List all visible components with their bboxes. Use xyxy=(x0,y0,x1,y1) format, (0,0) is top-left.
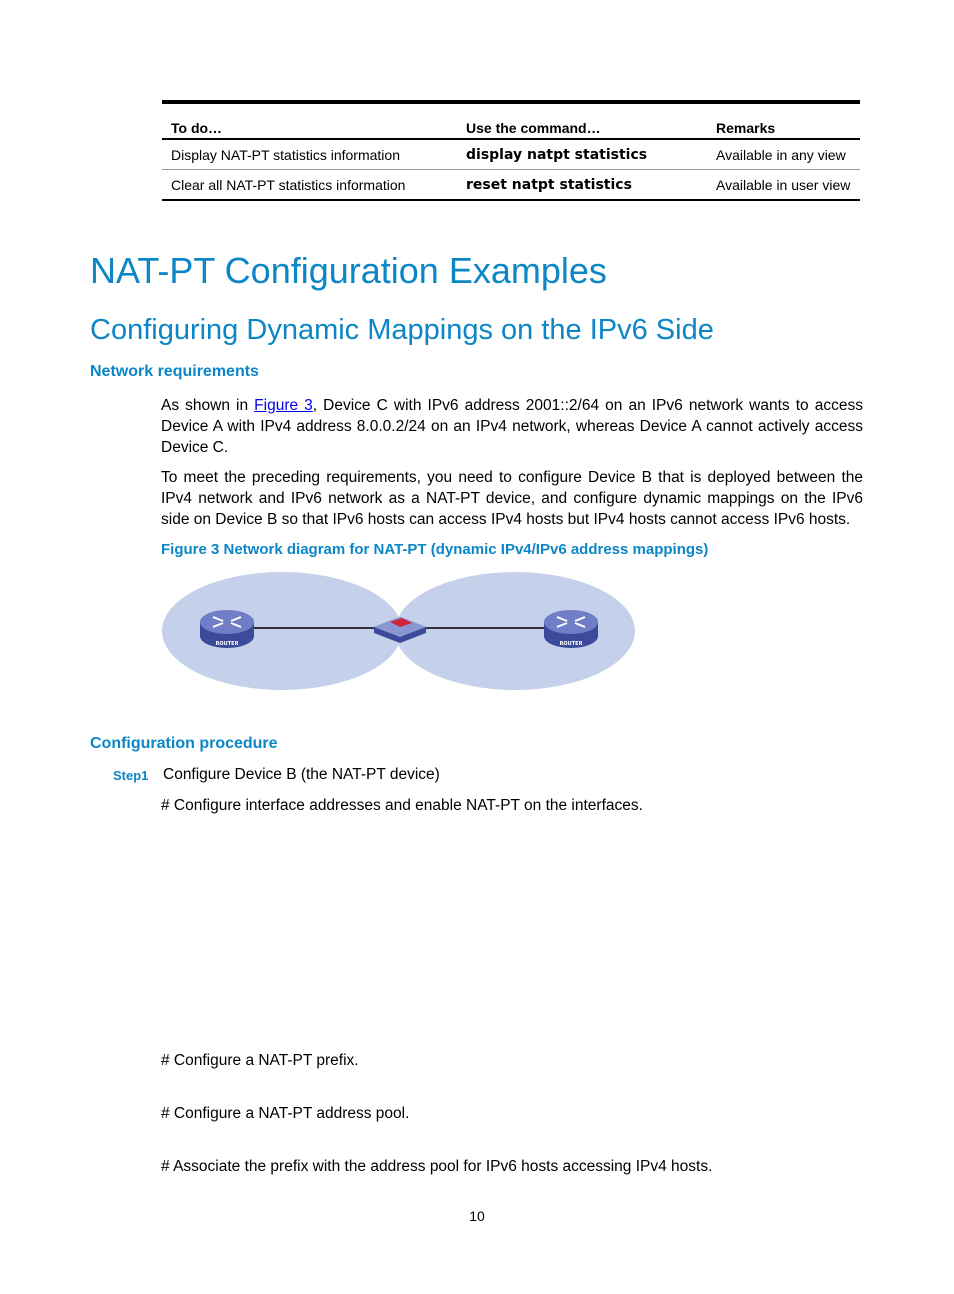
config-comment: # Configure a NAT-PT address pool. xyxy=(161,1105,410,1122)
cell-remarks: Available in any view xyxy=(707,139,860,170)
ipv6-network-cloud xyxy=(395,572,635,690)
page-title: NAT-PT Configuration Examples xyxy=(90,250,607,291)
cell-todo: Display NAT-PT statistics information xyxy=(162,139,457,170)
step-label: Step1 xyxy=(113,768,149,783)
config-comment: # Associate the prefix with the address pool for IPv6 hosts accessing IPv4 hosts. xyxy=(161,1158,713,1175)
paragraph-text: As shown in xyxy=(161,397,255,414)
configuration-procedure-heading: Configuration procedure xyxy=(90,735,278,752)
router-label: ROUTER xyxy=(215,641,239,647)
header-todo: To do… xyxy=(162,102,457,139)
table-row xyxy=(162,170,860,201)
router-icon xyxy=(544,610,598,648)
header-command: Use the command… xyxy=(457,102,707,139)
cell-remarks: Available in user view xyxy=(707,170,860,201)
requirements-paragraph-1 xyxy=(161,395,863,458)
config-comment: # Configure interface addresses and enable NAT-PT on the interfaces. xyxy=(161,797,643,814)
page-number: 10 xyxy=(469,1208,485,1224)
command-table xyxy=(162,100,860,201)
figure-3-link[interactable]: Figure 3 xyxy=(254,397,313,414)
step-text: Configure Device B (the NAT-PT device) xyxy=(163,766,440,783)
header-remarks: Remarks xyxy=(707,102,860,139)
requirements-paragraph-2: To meet the preceding requirements, you need to configure Device B that is deployed between the IPv4 network and IPv6 network as a NAT-PT device, and configure dynamic mappings on the IPv6 side on Device B so that IPv6 hosts can access IPv4 hosts but IPv4 hosts cannot access IPv6 hosts. xyxy=(161,469,863,528)
figure-caption: Figure 3 Network diagram for NAT-PT (dynamic IPv4/IPv6 address mappings) xyxy=(161,541,709,558)
cell-command: display natpt statistics xyxy=(457,139,707,170)
cell-todo: Clear all NAT-PT statistics information xyxy=(162,170,457,201)
section-heading: Configuring Dynamic Mappings on the IPv6 Side xyxy=(90,314,714,346)
paragraph-text: , Device C with IPv6 address 2001::2/64 on an IPv6 network wants to access Device A with IPv4 address 8.0.0.2/24 on an IPv4 network, whereas Device A cannot actively access Device C. xyxy=(161,397,863,456)
router-label: ROUTER xyxy=(559,641,583,647)
network-requirements-heading: Network requirements xyxy=(90,363,259,380)
router-icon xyxy=(200,610,254,648)
network-diagram xyxy=(160,570,640,695)
table-header-row xyxy=(162,102,860,139)
ipv4-network-cloud xyxy=(162,572,402,690)
config-comment: # Configure a NAT-PT prefix. xyxy=(161,1052,359,1069)
table-row xyxy=(162,139,860,170)
cell-command: reset natpt statistics xyxy=(457,170,707,201)
